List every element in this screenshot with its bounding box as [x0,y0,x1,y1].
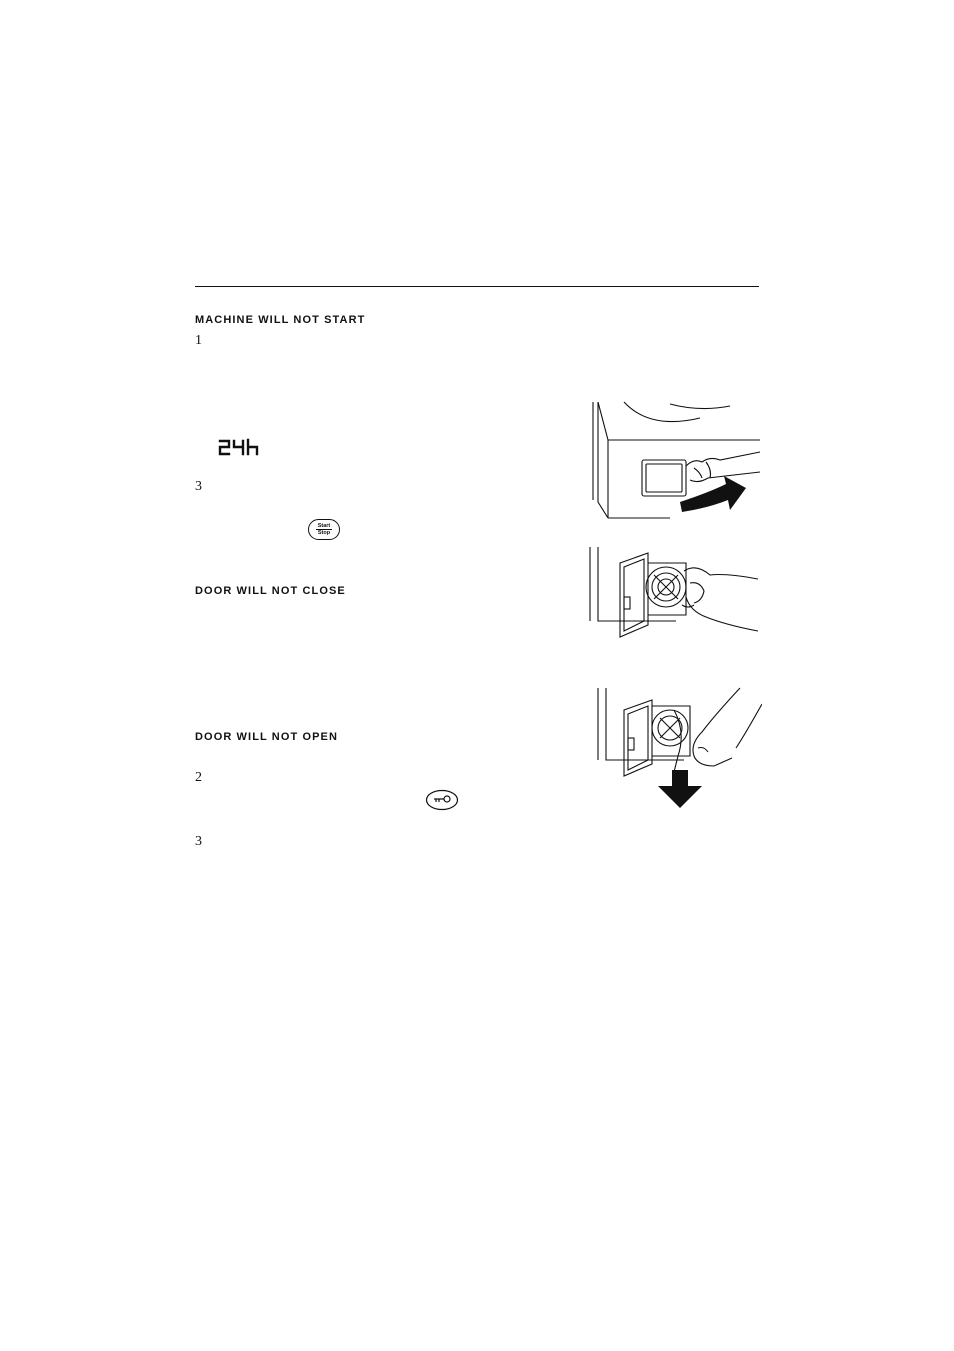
stop-label: Stop [317,530,331,536]
heading-door-will-not-close: DOOR WILL NOT CLOSE [195,585,346,597]
lcd-display-icon [218,438,262,458]
top-rule [195,286,759,287]
step-number: 2 [195,770,202,785]
step-number: 1 [195,333,202,348]
emergency-drain-cord-illustration [594,686,762,810]
key-lock-button-icon [425,789,459,811]
start-stop-button-icon [308,519,340,540]
step-number: 3 [195,479,202,494]
start-label: Start [317,523,331,529]
filter-flap-open-hand-illustration [586,545,760,645]
filter-flap-opening-illustration [590,400,762,520]
step-number: 3 [195,834,202,849]
heading-machine-will-not-start: MACHINE WILL NOT START [195,314,366,326]
heading-door-will-not-open: DOOR WILL NOT OPEN [195,731,339,743]
